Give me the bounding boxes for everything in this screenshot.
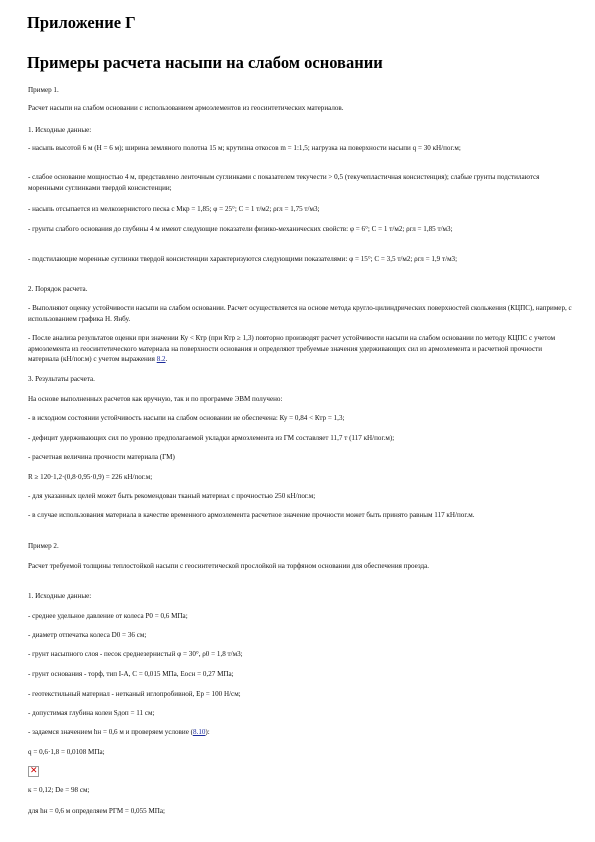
section2-heading: 2. Порядок расчета. <box>28 285 88 293</box>
s3-item-3: - расчетная величина прочности материала (ГМ) <box>28 453 175 461</box>
e2-item-6: - допустимая глубина колеи Sдоп = 11 см; <box>28 709 155 717</box>
s2-item-2-end: . <box>165 355 168 363</box>
broken-image-icon: ✕ <box>30 766 38 776</box>
s3-intro: На основе выполненных расчетов как вручную, так и по программе ЭВМ получено: <box>28 395 283 403</box>
e2-item-7-end: ): <box>205 728 210 736</box>
section3-heading: 3. Результаты расчета. <box>28 375 95 383</box>
s1-item-1: - насыпь высотой 6 м (H = 6 м); ширина земляного полотна 15 м; крутизна откосов m = 1:1,5; нагрузка на поверхности насыпи q = 30 кН/пог.м; <box>28 144 461 152</box>
e2-item-7-text: - задаемся значением hн = 0,6 м и проверяем условие ( <box>28 728 193 736</box>
e2-result: к = 0,12; Dе = 98 см; <box>28 786 90 794</box>
e2-item-4: - грунт основания - торф, тип I-А, С = 0,015 МПа, Еосн = 0,27 МПа; <box>28 670 234 678</box>
s2-item-2 <box>28 333 573 365</box>
s1-item-4: - грунты слабого основания до глубины 4 м имеют следующие показатели физико-механических свойств: φ = 6°; C = 1 т/м2; ρгл = 1,85 т/м3; <box>28 225 453 233</box>
s2-item-1: - Выполняют оценку устойчивости насыпи на слабом основании. Расчет осуществляется на основе метода кругло-цилиндрических поверхностей скольжения (КЦПС), например, с использованием графика Н. Янбу. <box>28 304 572 323</box>
s3-formula: R ≥ 120·1,2·(0,8·0,95·0,9) = 226 кН/пог.м; <box>28 473 153 481</box>
main-title: Примеры расчета насыпи на слабом основании <box>27 53 383 72</box>
e2-last: для hн = 0,6 м определяем РГМ = 0,055 МПа; <box>28 807 165 815</box>
s1-item-3: - насыпь отсыпается из мелкозернистого песка с Мкр = 1,85; φ = 25°; C = 1 т/м2; ρгл = 1,75 т/м3; <box>28 205 320 213</box>
s1-item-2: - слабое основание мощностью 4 м, представлено ленточным суглинками с показателем текучести > 0,5 (текучепластичная консистенция); слабые грунты подстилаются моренными суглинками твердой консистенции; <box>28 173 540 192</box>
section1-heading: 1. Исходные данные: <box>28 126 92 134</box>
formula-8-10-link[interactable]: 8.10 <box>193 728 206 736</box>
example2-label: Пример 2. <box>28 542 59 550</box>
e2-heading: 1. Исходные данные: <box>28 592 92 600</box>
e2-item-3: - грунт насыпного слоя - песок среднезернистый φ = 30°, ρ0 = 1,8 т/м3; <box>28 650 243 658</box>
s3-item-5: - в случае использования материала в качестве временного армоэлемента расчетное значение прочности может быть принято равным 117 кН/пог.м. <box>28 511 475 519</box>
s3-item-4: - для указанных целей может быть рекомендован тканый материал с прочностью 250 кН/пог.м; <box>28 492 316 500</box>
example2-intro: Расчет требуемой толщины теплостойкой насыпи с геосинтетической прослойкой на торфяном основании для обеспечения проезда. <box>28 562 430 570</box>
s3-item-2: - дефицит удерживающих сил по уровню предполагаемой укладки армоэлемента из ГМ составляет 11,7 т (117 кН/пог.м); <box>28 434 395 442</box>
e2-item-1: - среднее удельное давление от колеса P0 = 0,6 МПа; <box>28 612 188 620</box>
e2-calc: q = 0,6·1,8 = 0,0108 МПа; <box>28 748 105 756</box>
s1-item-5: - подстилающие моренные суглинки твердой консистенции характеризуются следующими показателями: φ = 15°; C = 3,5 т/м2; ρгл = 1,9 т/м3; <box>28 255 458 263</box>
example1-label: Пример 1. <box>28 86 59 94</box>
e2-item-7 <box>28 727 573 738</box>
s3-item-1: - в исходном состоянии устойчивость насыпи на слабом основании не обеспечена: Ку = 0,84 < Ктр = 1,3; <box>28 414 345 422</box>
example1-intro: Расчет насыпи на слабом основании с использованием армоэлементов из геосинтетических материалов. <box>28 104 344 112</box>
s2-item-2-text: - После анализа результатов оценки при значении Ку < Ктр (при Ктр ≥ 1,3) повторно производят расчет устойчивости насыпи на слабом основании по методу КЦПС с учетом армоэлемента из геосинтетического материала на поверхности основания и определяют требуемые значения удерживающих сил из армоэлемента и расчетной прочности материала (кН/пог.м) с учетом выражения <box>28 334 556 363</box>
e2-item-2: - диаметр отпечатка колеса D0 = 36 см; <box>28 631 147 639</box>
appendix-title: Приложение Г <box>27 13 136 32</box>
formula-8-2-link[interactable]: 8.2 <box>156 355 166 363</box>
e2-item-5: - геотекстильный материал - нетканый иглопробивной, Ер = 100 Н/см; <box>28 690 241 698</box>
